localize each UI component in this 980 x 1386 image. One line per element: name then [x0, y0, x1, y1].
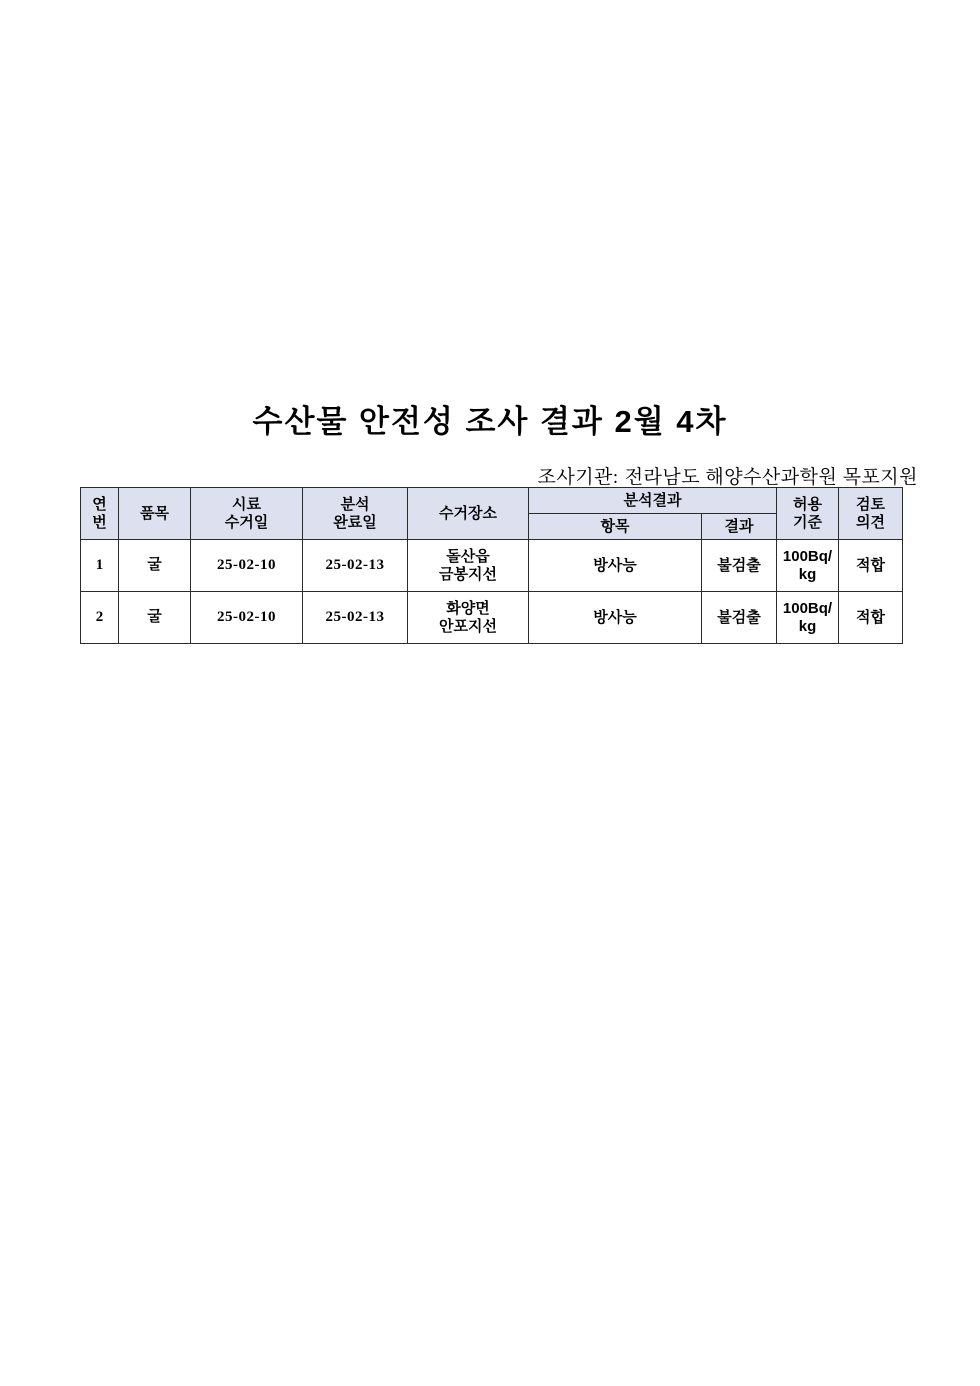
cell-place-line1: 돌산읍: [446, 547, 490, 565]
header-item: 품목: [119, 488, 191, 540]
cell-place-line1: 화양면: [446, 599, 490, 617]
cell-limit: [777, 592, 839, 644]
page-title: 수산물 안전성 조사 결과 2월 4차: [252, 404, 728, 439]
header-limit: [777, 488, 839, 540]
table-row: [81, 592, 903, 644]
header-analysis-line1: 분석: [340, 495, 370, 513]
agency-label: 조사기관:: [537, 467, 619, 488]
header-no: [81, 488, 119, 540]
cell-no: 2: [81, 592, 119, 644]
cell-analysis-date: 25-02-13: [303, 540, 408, 592]
header-sample-line2: 수거일: [224, 513, 269, 531]
header-analysis-line2: 완료일: [333, 513, 377, 531]
cell-target: 방사능: [529, 592, 702, 644]
header-result: 결과: [702, 514, 777, 540]
header-opinion-line1: 검토: [856, 495, 885, 513]
agency-value: 전라남도 해양수산과학원 목포지원: [624, 467, 918, 488]
cell-limit-line2: kg: [798, 617, 817, 635]
header-analysis-result: 분석결과: [529, 488, 777, 514]
header-no-line2: 번: [92, 513, 107, 531]
table-body: [81, 540, 903, 644]
header-no-line1: 연: [92, 495, 107, 513]
header-place: 수거장소: [408, 488, 529, 540]
header-sample-line1: 시료: [232, 495, 261, 513]
cell-place: [408, 592, 529, 644]
safety-survey-table: [80, 487, 903, 644]
cell-target: 방사능: [529, 540, 702, 592]
cell-place: [408, 540, 529, 592]
cell-opinion: 적합: [839, 592, 903, 644]
cell-limit-line1: 100Bq/: [782, 599, 833, 617]
cell-limit: [777, 540, 839, 592]
cell-sample-date: 25-02-10: [191, 540, 303, 592]
cell-analysis-date: 25-02-13: [303, 592, 408, 644]
cell-opinion: 적합: [839, 540, 903, 592]
header-limit-line2: 기준: [793, 513, 822, 531]
header-opinion-line2: 의견: [856, 513, 885, 531]
agency-line: [537, 462, 918, 489]
cell-item: 굴: [119, 592, 191, 644]
cell-limit-line2: kg: [798, 565, 817, 583]
cell-item: 굴: [119, 540, 191, 592]
table-row: [81, 540, 903, 592]
table-header-row-1: [81, 488, 903, 514]
cell-limit-line1: 100Bq/: [782, 547, 833, 565]
cell-result: 불검출: [702, 540, 777, 592]
header-opinion: [839, 488, 903, 540]
header-limit-line1: 허용: [793, 495, 822, 513]
cell-sample-date: 25-02-10: [191, 592, 303, 644]
cell-place-line2: 금봉지선: [439, 565, 497, 583]
header-sample-date: [191, 488, 303, 540]
header-analysis-date: [303, 488, 408, 540]
table-header: [81, 488, 903, 540]
header-target: 항목: [529, 514, 702, 540]
cell-no: 1: [81, 540, 119, 592]
cell-result: 불검출: [702, 592, 777, 644]
cell-place-line2: 안포지선: [439, 617, 497, 635]
